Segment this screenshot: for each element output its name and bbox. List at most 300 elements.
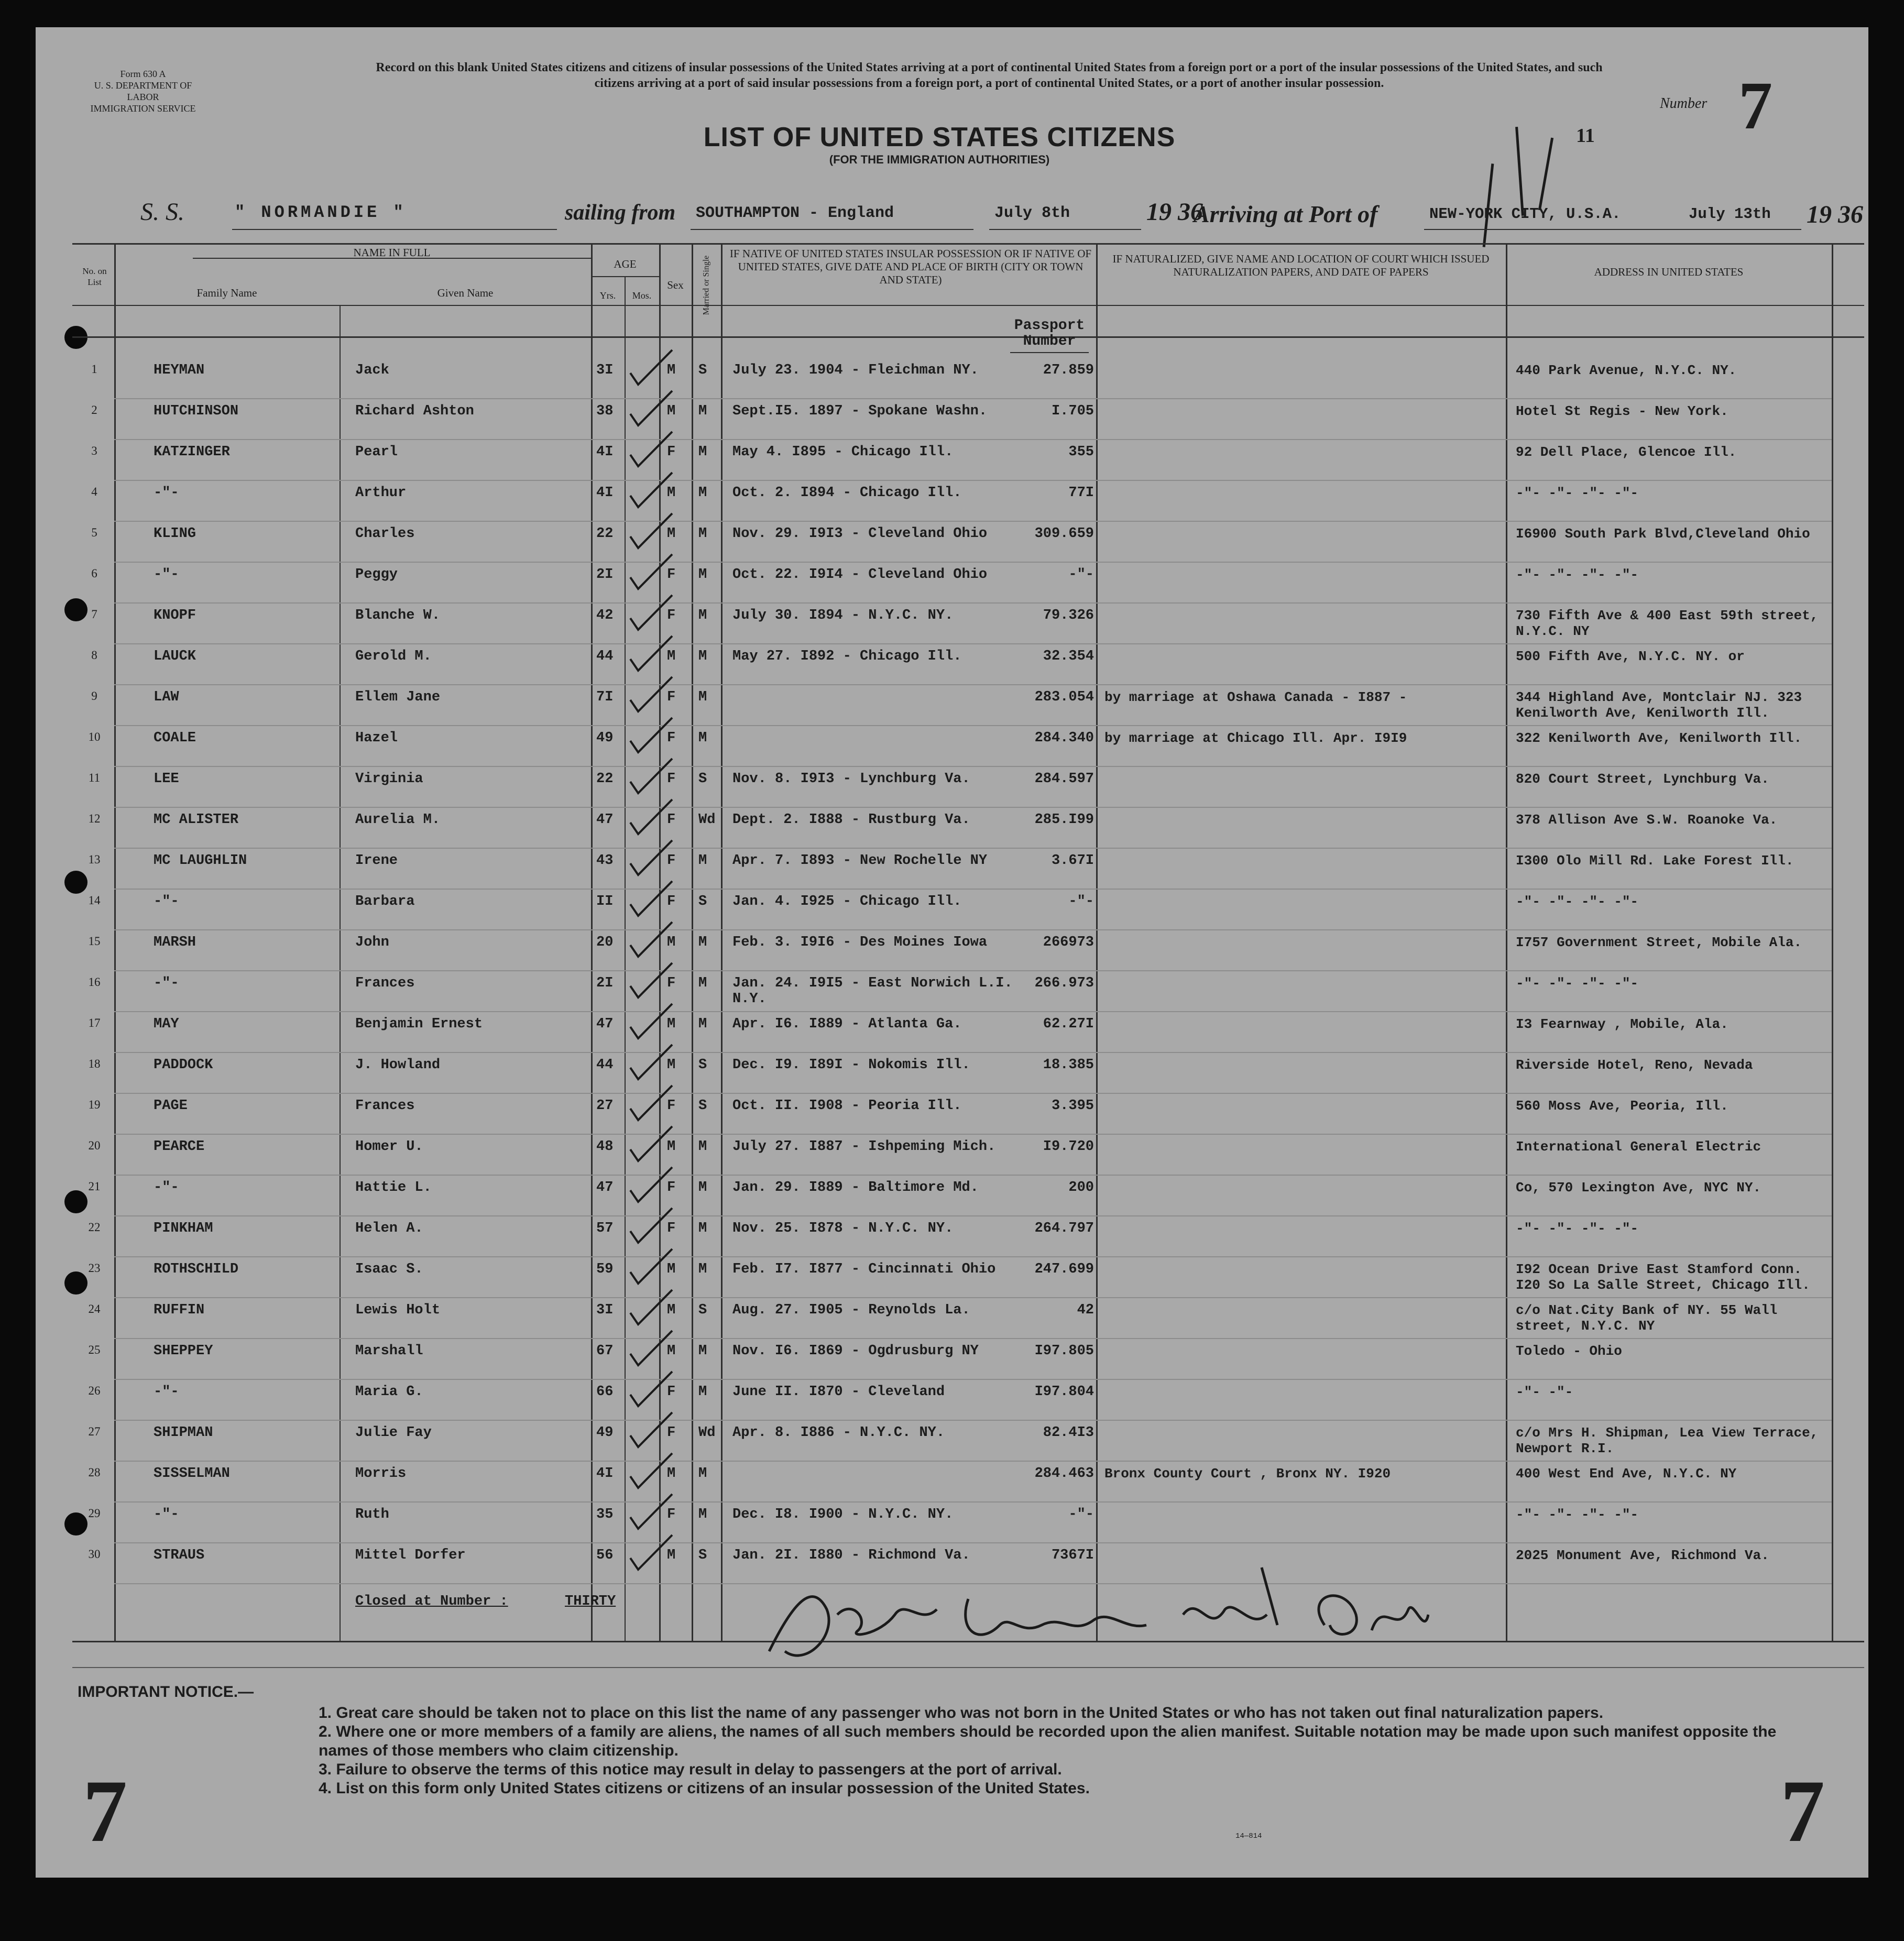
address: -"- -"- -"- -"- <box>1516 1221 1639 1236</box>
family-name: SISSELMAN <box>154 1466 230 1482</box>
sex: F <box>667 1425 676 1441</box>
family-name: LEE <box>154 771 179 787</box>
family-name: MC LAUGHLIN <box>154 853 247 869</box>
passport-number: 32.354 <box>1043 649 1094 664</box>
marital-status: M <box>698 689 707 705</box>
birth-date-place: June II. I870 - Cleveland <box>732 1384 945 1400</box>
given-name: Mittel Dorfer <box>355 1548 466 1563</box>
given-name: Pearl <box>355 444 398 460</box>
sex: M <box>667 526 676 542</box>
sex: F <box>667 812 676 828</box>
given-name: Jack <box>355 363 389 378</box>
check-mark-icon <box>628 919 675 961</box>
address: 378 Allison Ave S.W. Roanoke Va. <box>1516 812 1778 828</box>
row-rule <box>114 1134 1832 1135</box>
passport-number: 284.597 <box>1034 771 1094 787</box>
row-rule <box>114 1501 1832 1503</box>
family-name: PEARCE <box>154 1139 205 1155</box>
row-rule <box>114 480 1832 481</box>
given-name: Barbara <box>355 894 415 909</box>
row-rule <box>114 848 1832 849</box>
passport-number: 309.659 <box>1034 526 1094 542</box>
col-married-single: Married or Single <box>702 255 711 315</box>
row-number: 8 <box>91 649 97 662</box>
given-name: Homer U. <box>355 1139 423 1155</box>
sex: F <box>667 689 676 705</box>
row-number: 22 <box>88 1221 101 1234</box>
check-mark-icon <box>628 592 675 634</box>
age-years: 49 <box>596 1425 614 1441</box>
passport-number: -"- <box>1068 567 1094 583</box>
closed-at-label: Closed at Number : <box>355 1594 508 1609</box>
check-mark-icon <box>628 347 675 389</box>
sex: M <box>667 1302 676 1318</box>
row-number: 4 <box>91 485 97 498</box>
marital-status: M <box>698 1180 707 1196</box>
check-mark-icon <box>628 837 675 879</box>
col-no-on-list: No. on List <box>82 266 107 287</box>
arriving-label: Arriving at Port of <box>1194 201 1378 227</box>
row-rule <box>114 398 1832 399</box>
marital-status: M <box>698 1343 707 1359</box>
row-rule <box>114 562 1832 563</box>
col-family-name: Family Name <box>196 287 257 299</box>
page-number-left: 7 <box>83 1762 127 1860</box>
check-mark-icon <box>628 633 675 675</box>
given-name: Richard Ashton <box>355 403 474 419</box>
check-mark-icon <box>628 1328 675 1369</box>
check-mark-icon <box>628 1041 675 1083</box>
marital-status: M <box>698 649 707 664</box>
given-name: John <box>355 935 389 950</box>
birth-date-place: Jan. 4. I925 - Chicago Ill. <box>732 894 962 909</box>
page-number-right: 7 <box>1780 1762 1825 1860</box>
row-number: 20 <box>88 1139 101 1152</box>
given-name: Benjamin Ernest <box>355 1016 483 1032</box>
arrival-year: 19 36 <box>1807 201 1863 228</box>
family-name: HUTCHINSON <box>154 403 239 419</box>
birth-date-place: Aug. 27. I905 - Reynolds La. <box>732 1302 970 1318</box>
check-mark-icon <box>628 1450 675 1492</box>
passport-number: I9.720 <box>1043 1139 1094 1155</box>
birth-date-place: Apr. 7. I893 - New Rochelle NY <box>732 853 988 869</box>
row-rule <box>114 1338 1832 1339</box>
age-years: 43 <box>596 853 614 869</box>
sex: F <box>667 444 676 460</box>
check-mark-icon <box>628 1082 675 1124</box>
age-years: 7I <box>596 689 614 705</box>
address: c/o Nat.City Bank of NY. 55 Wall street, N.Y.C. NY <box>1516 1302 1778 1334</box>
birth-date-place: Apr. I6. I889 - Atlanta Ga. <box>732 1016 962 1032</box>
row-rule <box>114 1379 1832 1380</box>
row-number: 29 <box>88 1507 101 1520</box>
passport-number: I97.804 <box>1034 1384 1094 1400</box>
row-number: 30 <box>88 1548 101 1561</box>
check-mark-icon <box>628 388 675 430</box>
family-name: KATZINGER <box>154 444 230 460</box>
sex: F <box>667 567 676 583</box>
address: 344 Highland Ave, Montclair NJ. 323 Kenilworth Ave, Kenilworth Ill. <box>1516 689 1802 721</box>
marital-status: S <box>698 894 707 909</box>
passport-number: 355 <box>1068 444 1094 460</box>
passport-number: 82.4I3 <box>1043 1425 1094 1441</box>
passport-number: 77I <box>1068 485 1094 501</box>
row-number: 26 <box>88 1384 101 1397</box>
row-number: 24 <box>88 1302 101 1315</box>
row-number: 10 <box>88 730 101 743</box>
notice-heading: IMPORTANT NOTICE.— <box>78 1683 254 1701</box>
passport-number: 79.326 <box>1043 608 1094 623</box>
birth-date-place: Oct. 22. I9I4 - Cleveland Ohio <box>732 567 988 583</box>
age-years: 35 <box>596 1507 614 1522</box>
age-years: 3I <box>596 363 614 378</box>
row-number: 21 <box>88 1180 101 1193</box>
sex: M <box>667 649 676 664</box>
row-number: 25 <box>88 1343 101 1356</box>
sex: F <box>667 853 676 869</box>
given-name: Julie Fay <box>355 1425 432 1441</box>
marital-status: Wd <box>698 1425 716 1441</box>
departure-date: July 8th <box>994 204 1070 222</box>
passport-number: 266973 <box>1043 935 1094 950</box>
check-mark-icon <box>628 1532 675 1574</box>
row-rule <box>114 929 1832 930</box>
passport-number: 3.67I <box>1051 853 1094 869</box>
form-id <box>83 68 203 114</box>
address: I6900 South Park Blvd,Cleveland Ohio <box>1516 526 1810 542</box>
age-years: 22 <box>596 771 614 787</box>
closed-at-value: THIRTY <box>565 1594 616 1609</box>
age-years: 38 <box>596 403 614 419</box>
col-birth: IF NATIVE OF UNITED STATES INSULAR POSSESSION OR IF NATIVE OF UNITED STATES, GIVE DATE AND PLACE OF BIRTH (CITY OR TOWN AND STATE) <box>729 247 1092 286</box>
passport-number: I.705 <box>1051 403 1094 419</box>
form-department: U. S. DEPARTMENT OF LABOR <box>94 80 192 102</box>
marital-status: S <box>698 1098 707 1114</box>
row-number: 13 <box>88 853 101 866</box>
page-subtitle: (FOR THE IMMIGRATION AUTHORITIES) <box>829 153 1050 166</box>
family-name: ROTHSCHILD <box>154 1262 239 1277</box>
check-mark-icon <box>628 1246 675 1288</box>
birth-date-place: Feb. 3. I9I6 - Des Moines Iowa <box>732 935 988 950</box>
check-mark-icon <box>628 960 675 1002</box>
marital-status: M <box>698 608 707 623</box>
sex: M <box>667 485 676 501</box>
check-mark-icon <box>628 1001 675 1043</box>
stamp-mark: 11 <box>1576 125 1595 147</box>
age-years: 44 <box>596 1057 614 1073</box>
birth-date-place: Dec. I9. I89I - Nokomis Ill. <box>732 1057 970 1073</box>
age-years: 47 <box>596 1016 614 1032</box>
age-years: 4I <box>596 1466 614 1482</box>
age-years: 27 <box>596 1098 614 1114</box>
sex: F <box>667 1180 676 1196</box>
birth-date-place: Jan. 24. I9I5 - East Norwich L.I. N.Y. <box>732 975 1013 1007</box>
row-number: 18 <box>88 1057 101 1070</box>
row-rule <box>114 1093 1832 1094</box>
punch-hole <box>64 871 87 894</box>
address: International General Electric <box>1516 1139 1761 1155</box>
marital-status: M <box>698 1221 707 1236</box>
given-name: Helen A. <box>355 1221 423 1236</box>
sex: M <box>667 1139 676 1155</box>
passport-number: 284.463 <box>1034 1466 1094 1482</box>
given-name: J. Howland <box>355 1057 441 1073</box>
family-name: COALE <box>154 730 196 746</box>
birth-date-place: May 4. I895 - Chicago Ill. <box>732 444 954 460</box>
birth-date-place: July 27. I887 - Ishpeming Mich. <box>732 1139 996 1155</box>
sex: F <box>667 1221 676 1236</box>
given-name: Morris <box>355 1466 407 1482</box>
address: I3 Fearnway , Mobile, Ala. <box>1516 1016 1728 1032</box>
age-years: 2I <box>596 567 614 583</box>
arrival-date: July 13th <box>1689 205 1771 223</box>
passport-number: 200 <box>1068 1180 1094 1196</box>
naturalization-court: by marriage at Oshawa Canada - I887 - <box>1104 689 1407 705</box>
age-years: 59 <box>596 1262 614 1277</box>
sex: M <box>667 1466 676 1482</box>
passport-number: I97.805 <box>1034 1343 1094 1359</box>
check-mark-icon <box>628 429 675 470</box>
address: -"- -"- -"- -"- <box>1516 485 1639 501</box>
col-given-name: Given Name <box>437 287 494 299</box>
check-mark-icon <box>628 715 675 756</box>
sex: F <box>667 975 676 991</box>
sex: M <box>667 363 676 378</box>
naturalization-court: Bronx County Court , Bronx NY. I920 <box>1104 1466 1391 1482</box>
check-mark-icon <box>628 1205 675 1247</box>
given-name: Maria G. <box>355 1384 423 1400</box>
check-mark-icon <box>628 1491 675 1533</box>
family-name: -"- <box>154 1384 179 1400</box>
age-years: 4I <box>596 444 614 460</box>
birth-date-place: Dept. 2. I888 - Rustburg Va. <box>732 812 970 828</box>
marital-status: S <box>698 363 707 378</box>
row-rule <box>114 1011 1832 1012</box>
sex: M <box>667 403 676 419</box>
family-name: LAUCK <box>154 649 196 664</box>
given-name: Gerold M. <box>355 649 432 664</box>
family-name: MARSH <box>154 935 196 950</box>
marital-status: M <box>698 567 707 583</box>
passport-number: 7367I <box>1051 1548 1094 1563</box>
passport-number: 18.385 <box>1043 1057 1094 1073</box>
age-years: 66 <box>596 1384 614 1400</box>
marital-status: M <box>698 1262 707 1277</box>
birth-date-place: May 27. I892 - Chicago Ill. <box>732 649 962 664</box>
age-years: II <box>596 894 614 909</box>
form-number: Form 630 A <box>120 69 166 79</box>
instructions: Record on this blank United States citizens and citizens of insular possessions of the United States arriving at a port of continental United States from a foreign port or a port of the insular possessions of the United States, and such citizens arriving at a port of said insular possessions from a foreign port, a port of continental United States, or a port of another insular possession. <box>376 61 1603 90</box>
passport-number: 266.973 <box>1034 975 1094 991</box>
check-mark-icon <box>628 674 675 716</box>
sex: F <box>667 1384 676 1400</box>
address: 400 West End Ave, N.Y.C. NY <box>1516 1466 1737 1482</box>
marital-status: S <box>698 1302 707 1318</box>
given-name: Peggy <box>355 567 398 583</box>
age-years: 67 <box>596 1343 614 1359</box>
address: Co, 570 Lexington Ave, NYC NY. <box>1516 1180 1761 1196</box>
row-rule <box>114 1256 1832 1257</box>
passport-number: 283.054 <box>1034 689 1094 705</box>
row-rule <box>114 1420 1832 1421</box>
row-number: 5 <box>91 526 97 539</box>
row-number: 14 <box>88 894 101 907</box>
age-years: 57 <box>596 1221 614 1236</box>
sex: F <box>667 730 676 746</box>
given-name: Frances <box>355 1098 415 1114</box>
row-number: 12 <box>88 812 101 825</box>
check-mark-icon <box>628 1164 675 1206</box>
departure-year: 19 36 <box>1146 198 1203 226</box>
notice-item-2: 2. Where one or more members of a family are aliens, the names of all such members should be recorded upon the alien manifest. Suitable notation may be made upon such manifest opposite the names of those members who claim citizenship. <box>319 1723 1777 1759</box>
birth-date-place: Jan. 29. I889 - Baltimore Md. <box>732 1180 979 1196</box>
birth-date-place: Oct. 2. I894 - Chicago Ill. <box>732 485 962 501</box>
address: 322 Kenilworth Ave, Kenilworth Ill. <box>1516 730 1802 746</box>
form-service: IMMIGRATION SERVICE <box>90 103 196 114</box>
address: 560 Moss Ave, Peoria, Ill. <box>1516 1098 1728 1114</box>
col-naturalization: IF NATURALIZED, GIVE NAME AND LOCATION OF COURT WHICH ISSUED NATURALIZATION PAPERS, AND DATE OF PAPERS <box>1112 253 1490 278</box>
passport-number: 62.27I <box>1043 1016 1094 1032</box>
age-years: 48 <box>596 1139 614 1155</box>
number-label: Number <box>1660 95 1708 112</box>
row-rule <box>114 970 1832 971</box>
passport-number: 284.340 <box>1034 730 1094 746</box>
family-name: HEYMAN <box>154 363 205 378</box>
inspector-signature <box>748 1547 1429 1672</box>
family-name: -"- <box>154 1180 179 1196</box>
birth-date-place: Oct. II. I908 - Peoria Ill. <box>732 1098 962 1114</box>
row-rule <box>114 1461 1832 1462</box>
address: I300 Olo Mill Rd. Lake Forest Ill. <box>1516 853 1794 869</box>
marital-status: M <box>698 526 707 542</box>
marital-status: M <box>698 730 707 746</box>
col-address: ADDRESS IN UNITED STATES <box>1594 266 1744 278</box>
address: I757 Government Street, Mobile Ala. <box>1516 935 1802 950</box>
sex: M <box>667 1262 676 1277</box>
age-years: 20 <box>596 935 614 950</box>
passport-number: 264.797 <box>1034 1221 1094 1236</box>
family-name: PADDOCK <box>154 1057 213 1073</box>
age-years: 2I <box>596 975 614 991</box>
given-name: Virginia <box>355 771 423 787</box>
sex: F <box>667 894 676 909</box>
check-mark-icon <box>628 1368 675 1410</box>
check-mark-icon <box>628 878 675 920</box>
check-mark-icon <box>628 551 675 593</box>
marital-status: M <box>698 1384 707 1400</box>
col-name-in-full: NAME IN FULL <box>353 246 431 259</box>
row-rule <box>114 684 1832 685</box>
marital-status: S <box>698 1548 707 1563</box>
family-name: -"- <box>154 894 179 909</box>
birth-date-place: Nov. 8. I9I3 - Lynchburg Va. <box>732 771 970 787</box>
age-years: 42 <box>596 608 614 623</box>
birth-date-place: Sept.I5. 1897 - Spokane Washn. <box>732 403 988 419</box>
row-number: 9 <box>91 689 97 703</box>
passport-number: 42 <box>1077 1302 1094 1318</box>
notice-item-4: 4. List on this form only United States citizens or citizens of an insular possession of the United States. <box>319 1780 1090 1797</box>
marital-status: M <box>698 1016 707 1032</box>
family-name: STRAUS <box>154 1548 205 1563</box>
naturalization-court: by marriage at Chicago Ill. Apr. I9I9 <box>1104 730 1407 746</box>
form-code: 14—814 <box>1235 1832 1262 1840</box>
sex: M <box>667 1016 676 1032</box>
address: c/o Mrs H. Shipman, Lea View Terrace, Newport R.I. <box>1516 1425 1819 1456</box>
address: 2025 Monument Ave, Richmond Va. <box>1516 1548 1769 1563</box>
row-rule <box>114 1215 1832 1216</box>
marital-status: M <box>698 975 707 991</box>
passport-number: 3.395 <box>1051 1098 1094 1114</box>
birth-date-place: Feb. I7. I877 - Cincinnati Ohio <box>732 1262 996 1277</box>
sex: M <box>667 1057 676 1073</box>
list-number: 7 <box>1738 68 1772 144</box>
given-name: Charles <box>355 526 415 542</box>
col-age-mos: Mos. <box>632 290 652 301</box>
family-name: -"- <box>154 567 179 583</box>
given-name: Hattie L. <box>355 1180 432 1196</box>
birth-date-place: Nov. 29. I9I3 - Cleveland Ohio <box>732 526 988 542</box>
age-years: 56 <box>596 1548 614 1563</box>
given-name: Lewis Holt <box>355 1302 441 1318</box>
birth-date-place: July 23. 1904 - Fleichman NY. <box>732 363 979 378</box>
marital-status: M <box>698 1466 707 1482</box>
family-name: RUFFIN <box>154 1302 205 1318</box>
birth-date-place: Nov. I6. I869 - Ogdrusburg NY <box>732 1343 979 1359</box>
marital-status: M <box>698 403 707 419</box>
row-number: 27 <box>88 1425 101 1438</box>
age-years: 49 <box>596 730 614 746</box>
page-title: LIST OF UNITED STATES CITIZENS <box>703 122 1176 152</box>
sex: F <box>667 608 676 623</box>
row-number: 17 <box>88 1016 101 1029</box>
family-name: MAY <box>154 1016 179 1032</box>
col-age-yrs: Yrs. <box>599 290 616 301</box>
marital-status: M <box>698 853 707 869</box>
row-number: 1 <box>91 363 97 376</box>
row-number: 11 <box>88 771 101 784</box>
row-number: 16 <box>88 975 101 989</box>
address: 440 Park Avenue, N.Y.C. NY. <box>1516 363 1737 378</box>
row-rule <box>114 725 1832 726</box>
address: 500 Fifth Ave, N.Y.C. NY. or <box>1516 649 1745 664</box>
check-mark-icon <box>628 1409 675 1451</box>
family-name: -"- <box>154 975 179 991</box>
address: Hotel St Regis - New York. <box>1516 403 1728 419</box>
given-name: Arthur <box>355 485 407 501</box>
passport-number: -"- <box>1068 894 1094 909</box>
passport-number: 27.859 <box>1043 363 1094 378</box>
address: -"- -"- -"- -"- <box>1516 567 1639 583</box>
sailing-from-label: sailing from <box>565 201 676 225</box>
row-rule <box>114 439 1832 440</box>
age-years: 22 <box>596 526 614 542</box>
address: Riverside Hotel, Reno, Nevada <box>1516 1057 1753 1073</box>
check-mark-icon <box>628 469 675 511</box>
age-years: 3I <box>596 1302 614 1318</box>
birth-date-place: Nov. 25. I878 - N.Y.C. NY. <box>732 1221 954 1236</box>
row-rule <box>114 807 1832 808</box>
marital-status: S <box>698 1057 707 1073</box>
address: -"- -"- -"- -"- <box>1516 894 1639 909</box>
ship-name: " NORMANDIE " <box>235 203 407 222</box>
sex: M <box>667 1548 676 1563</box>
address: 92 Dell Place, Glencoe Ill. <box>1516 444 1737 460</box>
row-rule <box>114 643 1832 644</box>
given-name: Marshall <box>355 1343 423 1359</box>
handwritten-stroke <box>1538 138 1553 211</box>
passport-number: 247.699 <box>1034 1262 1094 1277</box>
address: Toledo - Ohio <box>1516 1343 1622 1359</box>
